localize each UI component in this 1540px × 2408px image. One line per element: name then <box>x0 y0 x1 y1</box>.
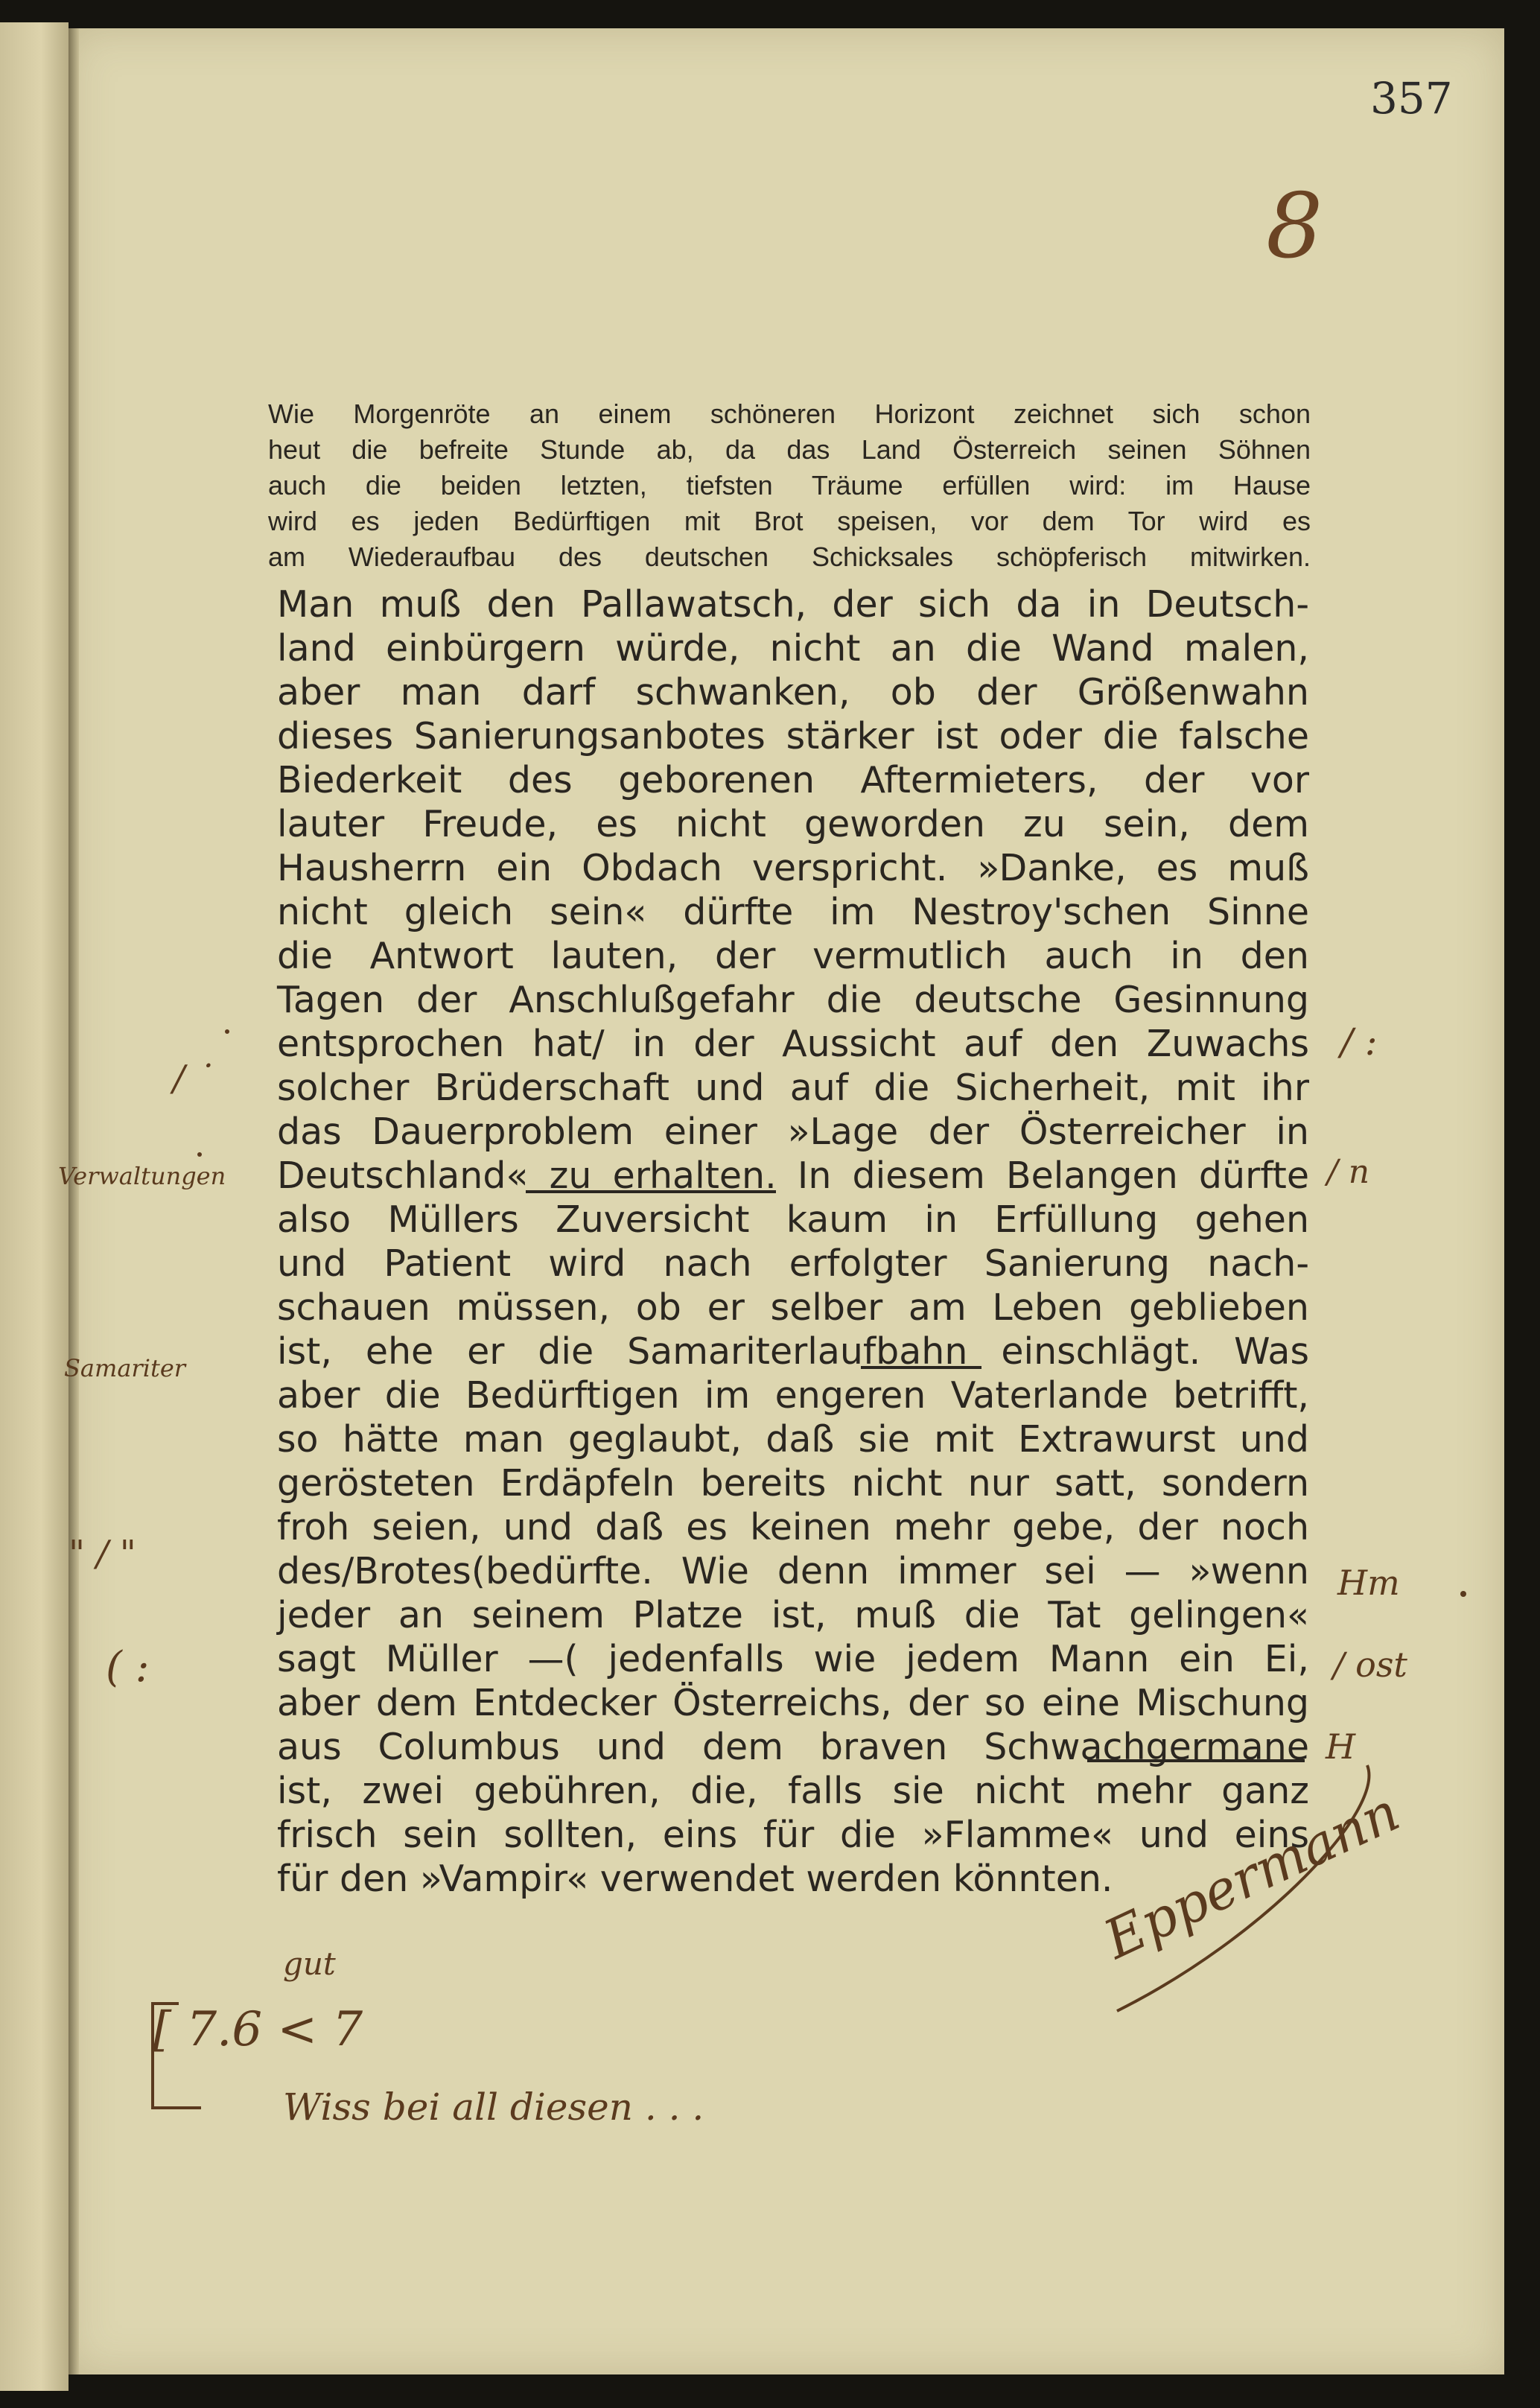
margin-note-left: / ˙ <box>173 1058 214 1099</box>
body-line: des/Brotes(bedürfte. Wie denn immer sei — »wenn <box>277 1550 1309 1592</box>
body-line: frisch sein sollten, eins für die »Flamme« und eins <box>277 1814 1309 1856</box>
body-line: aus Columbus und dem braven Schwachgermane <box>277 1726 1309 1768</box>
body-line: entsprochen hat/ in der Aussicht auf den Zuwachs <box>277 1023 1309 1065</box>
intro-line: auch die beiden letzten, tiefsten Träume erfüllen wird: im Hause <box>268 470 1311 501</box>
margin-note-right: Hm <box>1337 1563 1400 1603</box>
left-page-edge <box>0 22 69 2391</box>
body-line: Man muß den Pallawatsch, der sich da in Deutsch- <box>277 583 1309 626</box>
body-line: ist, zwei gebühren, die, falls sie nicht mehr ganz <box>277 1770 1309 1812</box>
body-line: schauen müssen, ob er selber am Leben geblieben <box>277 1286 1309 1329</box>
body-line: solcher Brüderschaft und auf die Sicherheit, mit ihr <box>277 1067 1309 1109</box>
margin-note-right: / : <box>1340 1020 1378 1064</box>
intro-line: wird es jeden Bedürftigen mit Brot speisen, vor dem Tor wird es <box>268 506 1311 536</box>
body-line: ist, ehe er die Samariterlaufbahn einschlägt. Was <box>277 1330 1309 1373</box>
body-line: aber die Bedürftigen im engeren Vaterlande betrifft, <box>277 1374 1309 1417</box>
body-line: Deutschland« zu erhalten. In diesem Belangen dürfte <box>277 1154 1309 1197</box>
intro-line: am Wiederaufbau des deutschen Schicksales schöpferisch mitwirken. <box>268 541 1311 572</box>
signature: Eppermann <box>1095 1780 1409 1972</box>
margin-note-left: Verwaltungen <box>58 1162 226 1190</box>
body-line: gerösteten Erdäpfeln bereits nicht nur satt, sondern <box>277 1462 1309 1505</box>
body-line: aber dem Entdecker Österreichs, der so eine Mischung <box>277 1682 1309 1724</box>
body-line: Biederkeit des geborenen Aftermieters, der vor <box>277 759 1309 801</box>
body-line: für den »Vampir« verwendet werden könnten. <box>277 1858 1113 1900</box>
intro-line: heut die befreite Stunde ab, da das Land Österreich seinen Söhnen <box>268 434 1311 465</box>
body-line: froh seien, und daß es keinen mehr gebe, der noch <box>277 1506 1309 1548</box>
body-line: jeder an seinem Platze ist, muß die Tat gelingen« <box>277 1594 1309 1636</box>
body-line: sagt Müller —( jedenfalls wie jedem Mann ein Ei, <box>277 1638 1309 1680</box>
body-line: also Müllers Zuversicht kaum in Erfüllung gehen <box>277 1198 1309 1241</box>
margin-note-right: / ost <box>1333 1645 1407 1685</box>
body-line: nicht gleich sein« dürfte im Nestroy'schen Sinne <box>277 891 1309 933</box>
body-line: Hausherrn ein Obdach verspricht. »Danke, es muß <box>277 847 1309 889</box>
body-line: so hätte man geglaubt, daß sie mit Extrawurst und <box>277 1418 1309 1461</box>
bottom-note-above: gut <box>283 1945 336 1982</box>
body-line: land einbürgern würde, nicht an die Wand malen, <box>277 627 1309 670</box>
bottom-note-bracket: [ 7.6 < 7 <box>153 2002 363 2057</box>
body-line: aber man darf schwanken, ob der Größenwahn <box>277 671 1309 714</box>
margin-note-right: / n <box>1327 1153 1370 1191</box>
section-mark: 8 <box>1266 175 1323 279</box>
body-line: lauter Freude, es nicht geworden zu sein, dem <box>277 803 1309 845</box>
margin-note-left: " / " <box>69 1533 136 1575</box>
body-line: Tagen der Anschlußgefahr die deutsche Gesinnung <box>277 979 1309 1021</box>
margin-note-left: Samariter <box>64 1354 186 1382</box>
body-line: und Patient wird nach erfolgter Sanierung nach- <box>277 1242 1309 1285</box>
margin-note-right: H <box>1326 1726 1356 1767</box>
margin-note-left: ( : <box>106 1643 150 1691</box>
intro-line: Wie Morgenröte an einem schöneren Horizont zeichnet sich schon <box>268 398 1311 429</box>
bottom-note-line: Wiss bei all diesen . . . <box>283 2085 704 2129</box>
body-line: das Dauerproblem einer »Lage der Österreicher in <box>277 1111 1309 1153</box>
page-binding-shadow <box>69 28 79 2374</box>
page-number: 357 <box>1370 73 1453 124</box>
body-line: dieses Sanierungsanbotes stärker ist oder die falsche <box>277 715 1309 757</box>
body-line: die Antwort lauten, der vermutlich auch in den <box>277 935 1309 977</box>
